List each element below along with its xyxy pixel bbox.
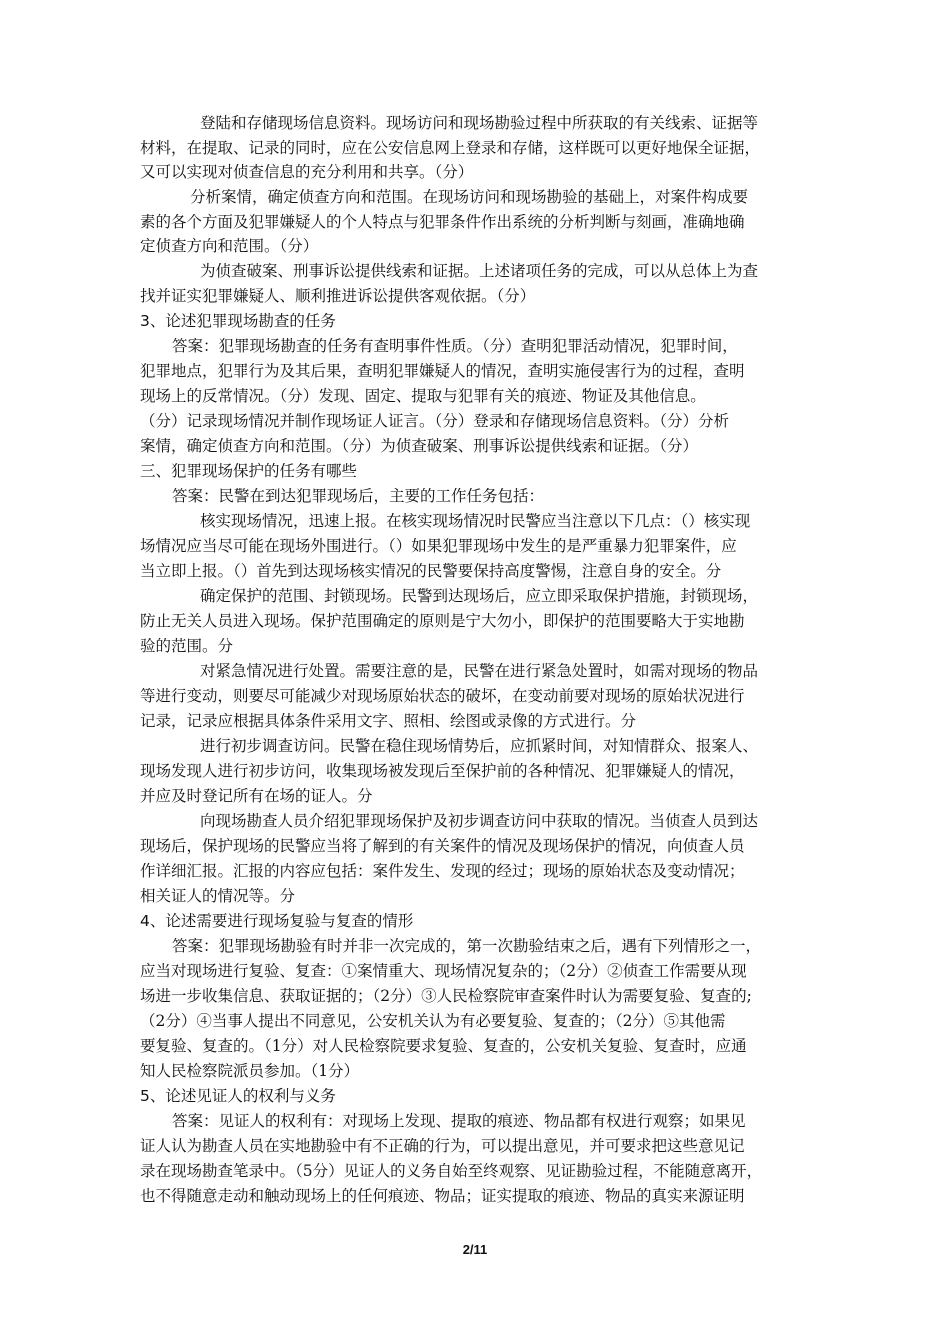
text-line: （2分）④当事人提出不同意见，公安机关认为有必要复验、复查的；（2分）⑤其他需 xyxy=(140,1012,726,1030)
text-line: 录在现场勘查笔录中。（5分）见证人的义务自始至终观察、见证勘验过程，不能随意离开， xyxy=(140,1162,763,1180)
text-line: 向现场勘查人员介绍犯罪现场保护及初步调查访问中获取的情况。当侦查人员到达 xyxy=(200,812,759,830)
text-line: 场情况应当尽可能在现场外围进行。（）如果犯罪现场中发生的是严重暴力犯罪案件，应 xyxy=(140,537,737,555)
text-line: 现场上的反常情况。（分）发现、固定、提取与犯罪有关的痕迹、物证及其他信息。 xyxy=(140,387,706,405)
section-heading: 3、论述犯罪现场勘查的任务 xyxy=(140,312,336,330)
text-line: 核实现场情况，迅速上报。在核实现场情况时民警应当注意以下几点：（）核实现 xyxy=(200,512,751,530)
text-line: 验的范围。分 xyxy=(140,637,234,655)
text-line: 现场发现人进行初步访问，收集现场被发现后至保护前的各种情况、犯罪嫌疑人的情况， xyxy=(140,762,745,780)
section-heading: 三、犯罪现场保护的任务有哪些 xyxy=(140,462,358,480)
text-line: 素的各个方面及犯罪嫌疑人的个人特点与犯罪条件作出系统的分析判断与刻画，准确地确 xyxy=(140,213,745,231)
text-line: 找并证实犯罪嫌疑人、顺利推进诉讼提供客观依据。（分） xyxy=(140,287,536,305)
text-line: 现场后，保护现场的民警应当将了解到的有关案件的情况及现场保护的情况，向侦查人员 xyxy=(140,837,745,855)
text-line: 要复验、复查的。（1分）对人民检察院要求复验、复查的，公安机关复验、复查时，应通 xyxy=(140,1037,747,1055)
text-line: 犯罪地点，犯罪行为及其后果，查明犯罪嫌疑人的情况，查明实施侵害行为的过程，查明 xyxy=(140,362,745,380)
text-line: 又可以实现对侦查信息的充分利用和共享。（分） xyxy=(140,163,474,181)
text-line: 为侦查破案、刑事诉讼提供线索和证据。上述诸项任务的完成，可以从总体上为查 xyxy=(200,262,759,280)
text-line: 也不得随意走动和触动现场上的任何痕迹、物品；证实提取的痕迹、物品的真实来源证明 xyxy=(140,1187,745,1205)
text-line: 答案：犯罪现场勘查的任务有查明事件性质。（分）查明犯罪活动情况，犯罪时间， xyxy=(172,337,738,355)
text-line: 登陆和存储现场信息资料。现场访问和现场勘验过程中所获取的有关线索、证据等 xyxy=(200,114,759,132)
text-line: 并应及时登记所有在场的证人。分 xyxy=(140,787,373,805)
text-line: 相关证人的情况等。分 xyxy=(140,887,296,905)
text-line: 分析案情，确定侦查方向和范围。在现场访问和现场勘验的基础上，对案件构成要 xyxy=(190,188,749,206)
text-line: 当立即上报。（）首先到达现场核实情况的民警要保持高度警惕，注意自身的安全。分 xyxy=(140,562,722,580)
text-line: 答案：犯罪现场勘验有时并非一次完成的，第一次勘验结束之后，遇有下列情形之一， xyxy=(172,937,762,955)
text-line: 对紧急情况进行处置。需要注意的是，民警在进行紧急处置时，如需对现场的物品 xyxy=(200,662,759,680)
text-line: 进行初步调查访问。民警在稳住现场情势后，应抓紧时间，对知情群众、报案人、 xyxy=(200,737,759,755)
text-line: 应当对现场进行复验、复查：①案情重大、现场情况复杂的；（2分）②侦查工作需要从现 xyxy=(140,962,747,980)
page-number: 2/11 xyxy=(462,1242,488,1257)
text-line: 证人认为勘查人员在实地勘验中有不正确的行为，可以提出意见，并可要求把这些意见记 xyxy=(140,1137,745,1155)
section-heading: 5、论述见证人的权利与义务 xyxy=(140,1087,336,1105)
text-line: 答案：见证人的权利有：对现场上发现、提取的痕迹、物品都有权进行观察；如果见 xyxy=(172,1112,746,1130)
text-line: 等进行变动，则要尽可能减少对现场原始状态的破坏，在变动前要对现场的原始状况进行 xyxy=(140,687,745,705)
text-line: 案情，确定侦查方向和范围。（分）为侦查破案、刑事诉讼提供线索和证据。（分） xyxy=(140,437,699,455)
text-line: 答案：民警在到达犯罪现场后，主要的工作任务包括： xyxy=(172,487,545,505)
text-line: 确定保护的范围、封锁现场。民警到达现场后，应立即采取保护措施，封锁现场， xyxy=(200,587,759,605)
text-line: 防止无关人员进入现场。保护范围确定的原则是宁大勿小，即保护的范围要略大于实地勘 xyxy=(140,612,745,630)
text-line: 记录，记录应根据具体条件采用文字、照相、绘图或录像的方式进行。分 xyxy=(140,712,637,730)
text-line: 定侦查方向和范围。（分） xyxy=(140,237,319,255)
text-line: 场进一步收集信息、获取证据的；（2分）③人民检察院审查案件时认为需要复验、复查的; xyxy=(140,987,752,1005)
section-heading: 4、论述需要进行现场复验与复查的情形 xyxy=(140,912,414,930)
text-line: 作详细汇报。汇报的内容应包括：案件发生、发现的经过；现场的原始状态及变动情况； xyxy=(140,862,745,880)
text-line: 知人民检察院派员参加。（1分） xyxy=(140,1062,360,1080)
text-line: 材料，在提取、记录的同时，应在公安信息网上登录和存储，这样既可以更好地保全证据， xyxy=(140,139,761,157)
text-line: （分）记录现场情况并制作现场证人证言。（分）登录和存储现场信息资料。（分）分析 xyxy=(140,412,730,430)
